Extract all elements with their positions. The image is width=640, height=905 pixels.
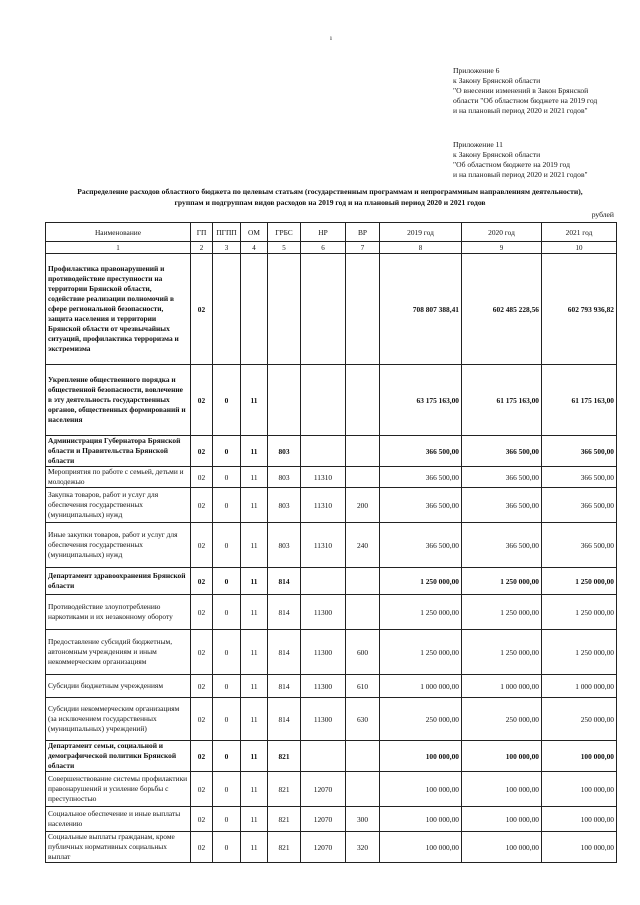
header-pgpp: ПГПП: [213, 223, 241, 242]
cell-pgpp: 0: [213, 741, 241, 772]
cell-grbs: 821: [268, 807, 301, 832]
cell-gp: 02: [191, 630, 213, 675]
cell-name: Предоставление субсидий бюджетным, автономным учреждениям и иным некоммерческим организациям: [46, 630, 191, 675]
cell-vr: 630: [346, 698, 380, 741]
cell-gp: 02: [191, 436, 213, 467]
cell-nr: [301, 365, 346, 436]
appendix-11-block: [453, 140, 588, 180]
cell-pgpp: 0: [213, 523, 241, 568]
cell-name: Совершенствование системы профилактики правонарушений и усиление борьбы с преступностью: [46, 772, 191, 807]
cell-name: Социальное обеспечение и иные выплаты населению: [46, 807, 191, 832]
cell-2020: 61 175 163,00: [462, 365, 542, 436]
cell-2019: 1 250 000,00: [380, 568, 462, 595]
header-gp: ГП: [191, 223, 213, 242]
cell-name: Мероприятия по работе с семьей, детьми и молодежью: [46, 467, 191, 488]
cell-2020: 1 250 000,00: [462, 595, 542, 630]
appendix-6-line: "О внесении изменений в Закон Брянской: [453, 86, 589, 95]
cell-gp: 02: [191, 772, 213, 807]
cell-nr: 11300: [301, 595, 346, 630]
cell-2019: 366 500,00: [380, 523, 462, 568]
cell-2019: 100 000,00: [380, 832, 462, 863]
cell-gp: 02: [191, 675, 213, 698]
cell-om: 11: [241, 698, 268, 741]
cell-pgpp: 0: [213, 698, 241, 741]
cell-2021: 100 000,00: [542, 772, 617, 807]
cell-2019: 1 250 000,00: [380, 595, 462, 630]
cell-om: 11: [241, 630, 268, 675]
header-2021: 2021 год: [542, 223, 617, 242]
cell-nr: [301, 568, 346, 595]
cell-2021: 1 250 000,00: [542, 568, 617, 595]
cell-om: 11: [241, 488, 268, 523]
cell-pgpp: 0: [213, 365, 241, 436]
cell-name: Социальные выплаты гражданам, кроме публичных нормативных социальных выплат: [46, 832, 191, 863]
cell-2021: 250 000,00: [542, 698, 617, 741]
cell-pgpp: 0: [213, 630, 241, 675]
cell-nr: 11300: [301, 675, 346, 698]
header-om: ОМ: [241, 223, 268, 242]
header-vr: ВР: [346, 223, 380, 242]
cell-pgpp: 0: [213, 568, 241, 595]
column-number: 6: [301, 242, 346, 254]
header-2020: 2020 год: [462, 223, 542, 242]
cell-2021: 1 250 000,00: [542, 595, 617, 630]
appendix-6-line: Приложение 6: [453, 66, 500, 75]
cell-gp: 02: [191, 741, 213, 772]
cell-2021: 100 000,00: [542, 832, 617, 863]
table-row: [46, 595, 617, 630]
document-title-line-2: группам и подгруппам видов расходов на 2019 год и на плановый период 2020 и 2021 годов: [174, 197, 486, 207]
cell-2021: 1 000 000,00: [542, 675, 617, 698]
table-row: [46, 675, 617, 698]
table-row: [46, 467, 617, 488]
appendix-11-line: к Закону Брянской области: [453, 150, 541, 159]
table-row: [46, 772, 617, 807]
table-row: [46, 568, 617, 595]
cell-om: [241, 254, 268, 365]
cell-2021: 61 175 163,00: [542, 365, 617, 436]
cell-om: 11: [241, 772, 268, 807]
units-label: рублей: [591, 210, 614, 219]
cell-gp: 02: [191, 488, 213, 523]
cell-2019: 250 000,00: [380, 698, 462, 741]
cell-2020: 100 000,00: [462, 741, 542, 772]
cell-gp: 02: [191, 807, 213, 832]
cell-nr: 11310: [301, 488, 346, 523]
column-number: 3: [213, 242, 241, 254]
cell-vr: 610: [346, 675, 380, 698]
cell-name: Закупка товаров, работ и услуг для обеспечения государственных (муниципальных) нужд: [46, 488, 191, 523]
cell-2020: 1 000 000,00: [462, 675, 542, 698]
cell-name: Укрепление общественного порядка и общественной безопасности, вовлечение в эту деятельность государственных органов, общественных формирований и населения: [46, 365, 191, 436]
cell-vr: 240: [346, 523, 380, 568]
cell-2020: 366 500,00: [462, 467, 542, 488]
cell-2020: 100 000,00: [462, 832, 542, 863]
header-grbs: ГРБС: [268, 223, 301, 242]
cell-nr: 11310: [301, 467, 346, 488]
cell-gp: 02: [191, 568, 213, 595]
cell-2021: 1 250 000,00: [542, 630, 617, 675]
budget-table: [45, 222, 617, 863]
cell-vr: [346, 595, 380, 630]
cell-grbs: 814: [268, 595, 301, 630]
appendix-6-line: к Закону Брянской области: [453, 76, 541, 85]
table-row: [46, 630, 617, 675]
cell-nr: [301, 254, 346, 365]
cell-grbs: [268, 254, 301, 365]
cell-gp: 02: [191, 832, 213, 863]
cell-2021: 602 793 936,82: [542, 254, 617, 365]
cell-2019: 100 000,00: [380, 772, 462, 807]
cell-pgpp: 0: [213, 675, 241, 698]
cell-name: Субсидии некоммерческим организациям (за исключением государственных (муниципальных) учреждений): [46, 698, 191, 741]
cell-grbs: 803: [268, 467, 301, 488]
cell-name: Профилактика правонарушений и противодействие преступности на территории Брянской области, содействие реализации полномочий в сфере региональной безопасности, защита населения и территории Брянской области от чрезвычайных ситуаций, профилактика терроризма и экстремизма: [46, 254, 191, 365]
cell-vr: [346, 568, 380, 595]
cell-nr: 12070: [301, 807, 346, 832]
cell-2021: 366 500,00: [542, 467, 617, 488]
cell-2020: 250 000,00: [462, 698, 542, 741]
cell-om: 11: [241, 741, 268, 772]
document-title: [40, 187, 620, 208]
cell-pgpp: 0: [213, 595, 241, 630]
cell-grbs: 803: [268, 488, 301, 523]
cell-2020: 1 250 000,00: [462, 630, 542, 675]
cell-2019: 366 500,00: [380, 467, 462, 488]
cell-vr: 600: [346, 630, 380, 675]
cell-vr: 320: [346, 832, 380, 863]
cell-2019: 100 000,00: [380, 807, 462, 832]
column-number: 1: [46, 242, 191, 254]
cell-om: 11: [241, 595, 268, 630]
cell-grbs: 803: [268, 523, 301, 568]
cell-2021: 366 500,00: [542, 523, 617, 568]
header-2019: 2019 год: [380, 223, 462, 242]
cell-vr: [346, 772, 380, 807]
page-mark: ı: [330, 34, 332, 42]
cell-gp: 02: [191, 365, 213, 436]
table-row: [46, 832, 617, 863]
header-nr: НР: [301, 223, 346, 242]
cell-grbs: 814: [268, 568, 301, 595]
appendix-11-line: "Об областном бюджете на 2019 год: [453, 160, 570, 169]
cell-om: 11: [241, 365, 268, 436]
cell-om: 11: [241, 675, 268, 698]
cell-vr: [346, 741, 380, 772]
column-number: 2: [191, 242, 213, 254]
cell-2019: 100 000,00: [380, 741, 462, 772]
cell-om: 11: [241, 467, 268, 488]
cell-nr: 12070: [301, 772, 346, 807]
cell-om: 11: [241, 436, 268, 467]
cell-pgpp: 0: [213, 488, 241, 523]
appendix-11-line: и на плановый период 2020 и 2021 годов": [453, 170, 588, 179]
cell-grbs: 803: [268, 436, 301, 467]
document-title-line-1: Распределение расходов областного бюджета по целевым статьям (государственным программам и непрограммным направлениям деятельности),: [77, 187, 583, 196]
cell-nr: [301, 436, 346, 467]
cell-pgpp: [213, 254, 241, 365]
appendix-11-line: Приложение 11: [453, 140, 503, 149]
cell-2020: 366 500,00: [462, 436, 542, 467]
cell-pgpp: 0: [213, 832, 241, 863]
cell-2021: 100 000,00: [542, 807, 617, 832]
appendix-6-block: [453, 66, 597, 116]
cell-pgpp: 0: [213, 467, 241, 488]
cell-om: 11: [241, 832, 268, 863]
cell-vr: 200: [346, 488, 380, 523]
cell-2020: 100 000,00: [462, 807, 542, 832]
cell-name: Субсидии бюджетным учреждениям: [46, 675, 191, 698]
column-number: 9: [462, 242, 542, 254]
table-row: [46, 741, 617, 772]
cell-2019: 63 175 163,00: [380, 365, 462, 436]
cell-nr: 11300: [301, 698, 346, 741]
appendix-6-line: и на плановый период 2020 и 2021 годов": [453, 106, 588, 115]
cell-grbs: 821: [268, 832, 301, 863]
cell-grbs: 821: [268, 741, 301, 772]
table-row: [46, 523, 617, 568]
cell-2020: 1 250 000,00: [462, 568, 542, 595]
cell-nr: 12070: [301, 832, 346, 863]
cell-grbs: 814: [268, 630, 301, 675]
header-name: Наименование: [46, 223, 191, 242]
column-number: 4: [241, 242, 268, 254]
table-row: [46, 807, 617, 832]
cell-2019: 1 000 000,00: [380, 675, 462, 698]
cell-gp: 02: [191, 523, 213, 568]
cell-pgpp: 0: [213, 807, 241, 832]
column-number-row: [46, 242, 617, 254]
cell-name: Противодействие злоупотреблению наркотиками и их незаконному обороту: [46, 595, 191, 630]
cell-vr: [346, 254, 380, 365]
table-header-row: [46, 223, 617, 242]
cell-2020: 602 485 228,56: [462, 254, 542, 365]
cell-gp: 02: [191, 467, 213, 488]
cell-vr: 300: [346, 807, 380, 832]
cell-2019: 366 500,00: [380, 488, 462, 523]
cell-2020: 100 000,00: [462, 772, 542, 807]
cell-grbs: [268, 365, 301, 436]
cell-2021: 366 500,00: [542, 488, 617, 523]
table-row: [46, 365, 617, 436]
cell-pgpp: 0: [213, 772, 241, 807]
cell-nr: 11310: [301, 523, 346, 568]
table-row: [46, 254, 617, 365]
cell-2019: 366 500,00: [380, 436, 462, 467]
cell-2021: 366 500,00: [542, 436, 617, 467]
cell-nr: 11300: [301, 630, 346, 675]
table-row: [46, 488, 617, 523]
cell-vr: [346, 436, 380, 467]
cell-grbs: 814: [268, 698, 301, 741]
table-row: [46, 698, 617, 741]
cell-vr: [346, 365, 380, 436]
cell-2019: 1 250 000,00: [380, 630, 462, 675]
cell-name: Департамент семьи, социальной и демографической политики Брянской области: [46, 741, 191, 772]
cell-om: 11: [241, 523, 268, 568]
appendix-6-line: области "Об областном бюджете на 2019 год: [453, 96, 598, 105]
cell-grbs: 814: [268, 675, 301, 698]
cell-grbs: 821: [268, 772, 301, 807]
cell-name: Департамент здравоохранения Брянской области: [46, 568, 191, 595]
cell-name: Администрация Губернатора Брянской области и Правительства Брянской области: [46, 436, 191, 467]
column-number: 10: [542, 242, 617, 254]
cell-pgpp: 0: [213, 436, 241, 467]
column-number: 7: [346, 242, 380, 254]
cell-vr: [346, 467, 380, 488]
column-number: 5: [268, 242, 301, 254]
cell-om: 11: [241, 568, 268, 595]
cell-gp: 02: [191, 254, 213, 365]
cell-2021: 100 000,00: [542, 741, 617, 772]
column-number: 8: [380, 242, 462, 254]
cell-2020: 366 500,00: [462, 523, 542, 568]
cell-gp: 02: [191, 595, 213, 630]
table-row: [46, 436, 617, 467]
cell-2019: 708 807 388,41: [380, 254, 462, 365]
table-body: [46, 254, 617, 863]
cell-om: 11: [241, 807, 268, 832]
cell-nr: [301, 741, 346, 772]
cell-2020: 366 500,00: [462, 488, 542, 523]
cell-name: Иные закупки товаров, работ и услуг для обеспечения государственных (муниципальных) нужд: [46, 523, 191, 568]
cell-gp: 02: [191, 698, 213, 741]
